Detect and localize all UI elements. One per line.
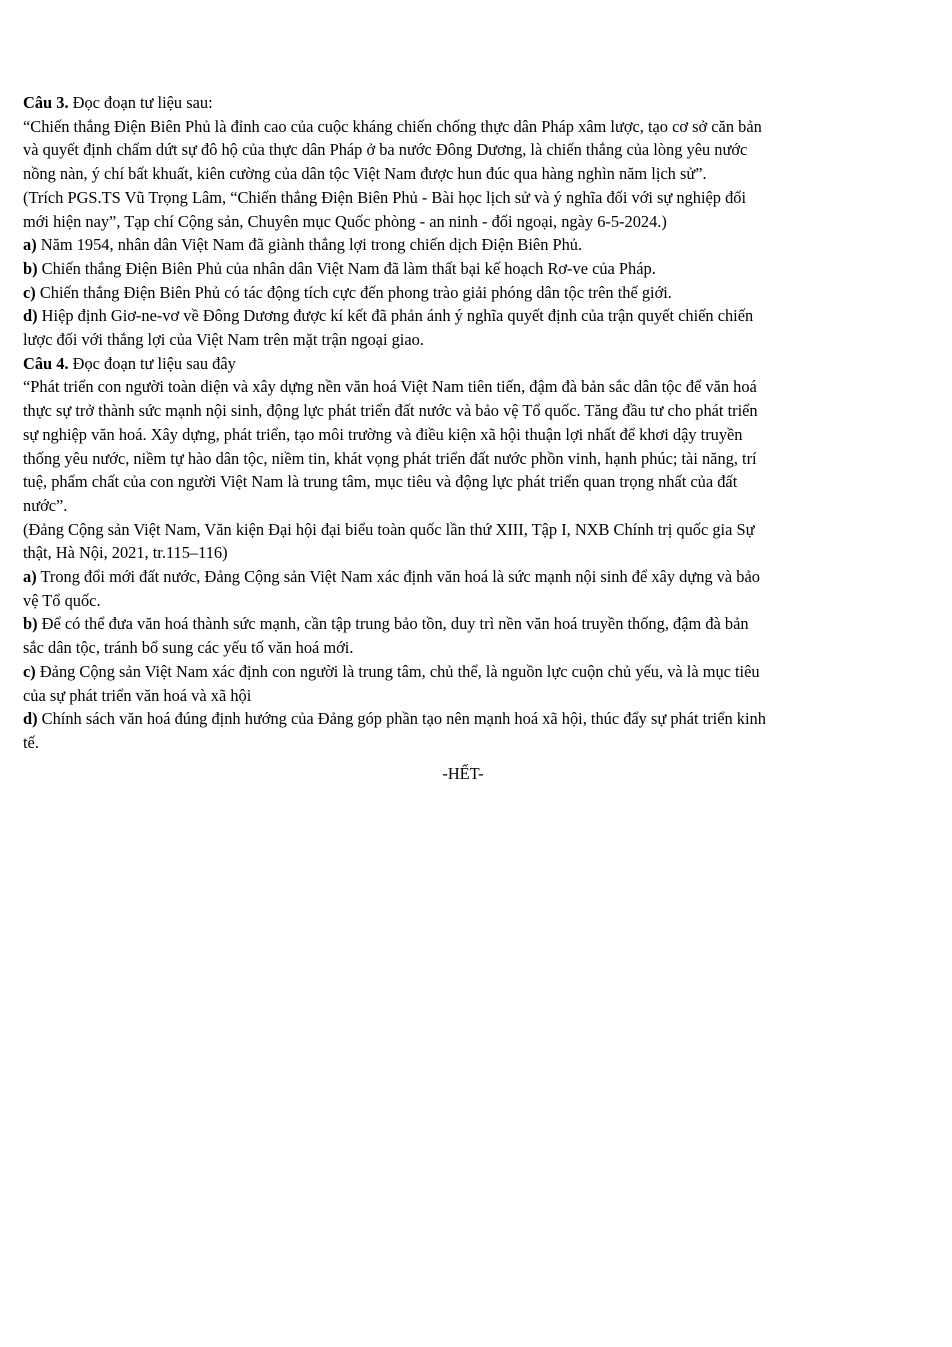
question-3-quote-line: và quyết định chấm dứt sự đô hộ của thực dân Pháp ở ba nước Đông Dương, là chiến thắng của lòng yêu nước xyxy=(23,140,748,160)
question-3-quote-line: nồng nàn, ý chí bất khuất, kiên cường của dân tộc Việt Nam được hun đúc qua hàng nghìn năm lịch sử”. xyxy=(23,164,707,184)
question-3-statement-a xyxy=(23,233,903,257)
question-3-statement-d xyxy=(23,304,903,328)
statement-d-text: Chính sách văn hoá đúng định hướng của Đảng góp phần tạo nên mạnh hoá xã hội, thúc đẩy sự phát triển kinh xyxy=(37,709,766,729)
question-3-statement-b xyxy=(23,257,903,281)
statement-c-text: Đảng Cộng sản Việt Nam xác định con người là trung tâm, chủ thể, là nguồn lực cuộn chủ yếu, và là mục tiêu xyxy=(35,661,760,681)
statement-a-text: Trong đổi mới đất nước, Đảng Cộng sản Việt Nam xác định văn hoá là sức mạnh nội sinh để xây dựng và bảo xyxy=(36,567,760,587)
question-4-statement-c xyxy=(23,660,903,684)
question-3-source-line: mới hiện nay”, Tạp chí Cộng sản, Chuyên mục Quốc phòng - an ninh - đối ngoại, ngày 6-5-2024.) xyxy=(23,211,667,231)
question-4-heading xyxy=(23,352,903,376)
statement-c-text: Chiến thắng Điện Biên Phủ có tác động tích cực đến phong trào giải phóng dân tộc trên thế giới. xyxy=(35,282,672,302)
statement-a-label: a) xyxy=(23,567,37,587)
question-3-source-line: (Trích PGS.TS Vũ Trọng Lâm, “Chiến thắng Điện Biên Phủ - Bài học lịch sử và ý nghĩa đối với sự nghiệp đổi xyxy=(23,187,747,207)
statement-d-text: Hiệp định Giơ-ne-vơ về Đông Dương được kí kết đã phản ánh ý nghĩa quyết định của trận quyết chiến chiến xyxy=(37,306,754,326)
statement-a-label: a) xyxy=(23,235,37,255)
statement-c-label: c) xyxy=(23,282,36,302)
statement-a-text: Năm 1954, nhân dân Việt Nam đã giành thắng lợi trong chiến dịch Điện Biên Phủ. xyxy=(36,235,583,255)
question-4-statement-a-continued: vệ Tổ quốc. xyxy=(23,590,101,610)
question-4-intro: Đọc đoạn tư liệu sau đây xyxy=(68,353,236,373)
question-4-statement-d-continued: tế. xyxy=(23,732,39,752)
question-3-label: Câu 3. xyxy=(23,93,69,112)
question-4-source-line: (Đảng Cộng sản Việt Nam, Văn kiện Đại hội đại biểu toàn quốc lần thứ XIII, Tập I, NXB Chính trị quốc gia Sự xyxy=(23,519,755,539)
statement-c-label: c) xyxy=(23,661,36,681)
statement-d-label: d) xyxy=(23,306,38,326)
question-4-statement-b xyxy=(23,612,903,636)
question-4-quote-line: nước”. xyxy=(23,495,68,515)
statement-b-label: b) xyxy=(23,614,38,634)
question-4-quote-line: sự nghiệp văn hoá. Xây dựng, phát triển, tạo môi trường và điều kiện xã hội thuận lợi nhất để khơi dậy truyền xyxy=(23,424,743,444)
statement-b-label: b) xyxy=(23,258,38,278)
question-4-quote-line: thống yêu nước, niềm tự hào dân tộc, niềm tin, khát vọng phát triển đất nước phồn vinh, hạnh phúc; tài năng, trí xyxy=(23,448,757,468)
question-3-intro: Đọc đoạn tư liệu sau: xyxy=(68,93,213,112)
question-4-statement-b-continued: sắc dân tộc, tránh bổ sung các yếu tố văn hoá mới. xyxy=(23,638,354,658)
question-3-heading xyxy=(23,91,903,115)
question-4-statement-c-continued: của sự phát triển văn hoá và xã hội xyxy=(23,685,252,705)
question-4-label: Câu 4. xyxy=(23,353,69,373)
question-3-statement-c xyxy=(23,281,903,305)
statement-d-label: d) xyxy=(23,709,38,729)
question-4-statement-d xyxy=(23,707,903,731)
question-4-quote-line: “Phát triển con người toàn diện và xây dựng nền văn hoá Việt Nam tiên tiến, đậm đà bản sắc dân tộc để văn hoá xyxy=(23,377,757,397)
question-4-quote-line: tuệ, phẩm chất của con người Việt Nam là trung tâm, mục tiêu và động lực phát triển quan trọng nhất của đất xyxy=(23,472,738,492)
statement-b-text: Để có thể đưa văn hoá thành sức mạnh, cần tập trung bảo tồn, duy trì nền văn hoá truyền thống, đậm đà bản xyxy=(37,614,749,634)
question-3-quote-line: “Chiến thắng Điện Biên Phủ là đỉnh cao của cuộc kháng chiến chống thực dân Pháp xâm lược, tạo cơ sở căn bản xyxy=(23,116,762,136)
statement-b-text: Chiến thắng Điện Biên Phủ của nhân dân Việt Nam đã làm thất bại kế hoạch Rơ-ve của Pháp. xyxy=(37,258,656,278)
end-of-exam-marker: -HẾT- xyxy=(442,763,484,783)
question-4-source-line: thật, Hà Nội, 2021, tr.115–116) xyxy=(23,543,228,563)
question-4-statement-a xyxy=(23,565,903,589)
question-4-quote-line: thực sự trở thành sức mạnh nội sinh, động lực phát triển đất nước và bảo vệ Tổ quốc. Tăng đầu tư cho phát triển xyxy=(23,401,758,421)
question-3-statement-d-continued: lược đối với thắng lợi của Việt Nam trên mặt trận ngoại giao. xyxy=(23,330,424,350)
exam-content xyxy=(23,91,903,785)
